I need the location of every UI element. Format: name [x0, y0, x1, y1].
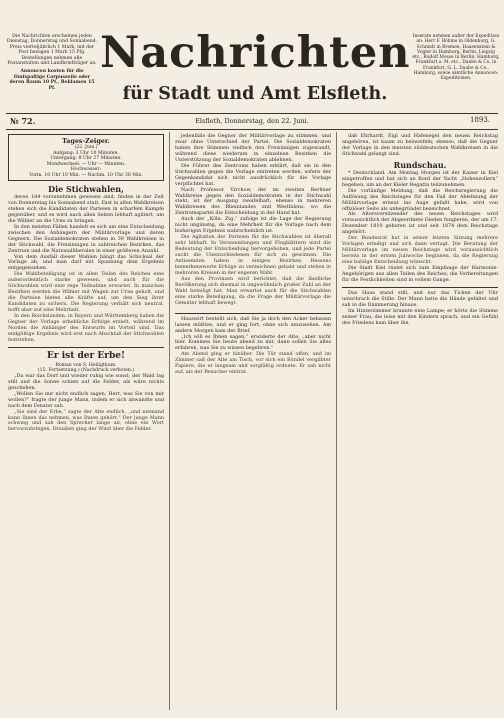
article-paragraph-filler: Die Wahlbeteiligung ist in allen Teilen des Reiches eine außerordentlich starke gewesen, und auch für die Stichwahlen wird eine rege Teilnahme erwartet. In manchen Bezirken werden die Wähler mit Wagen zur Urne geholt, und die Parteien bieten alle Kräfte auf, um den Sieg ihrer Kandidaten zu sichern. Die Regierung verhält sich neutral, hofft aber auf eine Mehrheit. [8, 271, 164, 314]
almanac-line: Hochwasser: [70, 167, 102, 172]
article-paragraph: Die vorläufige Meldung, daß die Reichsregierung die Auflösung des Reichstages für den Fall der Ablehnung der Militärvorlage erneut ins Auge gefaßt habe, wird von offiziöser Seite als unbegründet bezeichnet. [342, 187, 498, 212]
column-1 [8, 134, 164, 433]
article-paragraph: Auch der „Köln. Ztg.“ zufolge ist die Lage der Regierung nicht ungünstig, da eine Mehrheit für die Vorlage nach dem bisherigen Ergebnis wahrscheinlich ist. [175, 216, 331, 235]
section-title-rundschau: Rundschau. [393, 159, 447, 170]
article-paragraph: Die Stadt Kiel rüstet sich zum Empfange der Harmonie-Angehörigen aus allen Teilen des Reiches; die Vorbereitungen für die Festlichkeiten sind in vollem Gange. [342, 265, 498, 283]
feuilleton-paragraph: „Da war das Dorf und wieder ruhig wie sonst; der Wald lag still und die Sonne schien auf die Felder, als wäre nichts geschehen. [8, 372, 164, 391]
dateline [6, 116, 498, 128]
masthead-rule-bottom [6, 129, 498, 130]
subscription-text: Die Nachrichten erscheinen jeden Dienstag, Donnerstag und Sonnabend. Preis vierteljährlich 1 Mark, mit der Post bezogen 1 Mark 15 Pfg. Bestellungen nehmen alle Postanstalten und Landbriefträger an. [6, 34, 98, 67]
feuilleton-divider [175, 313, 331, 314]
column-divider-2 [336, 132, 337, 710]
almanac-line: Untergang: 8 Uhr 27 Minuten. [50, 156, 122, 161]
article-paragraph: daß Ehrhardt, Eigl und Hafenegel den neuen Reichstag angehören, ist kaum zu bezweifeln; ebenso, daß die Gegner der Vorlage in den meisten süddeutschen Wahlkreisen in die Stichwahl gelangt sind. [342, 133, 498, 157]
subscription-info [6, 34, 98, 91]
almanac-title: Tages-Zeiger. [62, 137, 110, 145]
feuilleton-divider [8, 347, 164, 348]
daily-almanac-box [8, 134, 164, 181]
newspaper-title: Nachrichten [100, 28, 411, 78]
article-paragraph: deren 184 vorzunehmen gewesen sind, finden in der Zeit von Donnerstag bis Sonnabend statt. Fast in allen Wahlkreisen stehen sich die Kandidaten der Parteien in scharfem Kampfe gegenüber, und es wird nach allen Seiten lebhaft agitiert, um die Wähler an die Urne zu bringen. [8, 194, 164, 224]
almanac-line: Aufgang: 3 Uhr 10 Minuten. [53, 150, 119, 156]
article-paragraph: Als Altersvorsitzender des neuen Reichstages wird voraussichtlich der Abgeordnete Dieden fungieren, der am 17. Dezember 1810 geboren ist und seit 1874 dem Reichstage angehört. [342, 211, 498, 236]
feuilleton-title: Er ist der Erbe! [47, 350, 125, 361]
article-paragraph-filler: Der Bundesrat hat in seiner letzten Sitzung mehrere Vorlagen erledigt und sich dann vertagt. Die Beratung der Militärvorlage im neuen Reichstage wird voraussichtlich bereits in der ersten Juliwoche beginnen, da die Regierung eine baldige Entscheidung wünscht. [342, 235, 498, 266]
feuilleton-paragraph: Hauswirt bestellt sich, daß Sie ja doch den Acker bebauen lassen müßten, und er ging fort, ohne sich umzusehen. Am andern Morgen kam der Brief. [175, 315, 331, 334]
feuilleton-note: (15. Fortsetzung.) (Nachdruck verboten.) [37, 368, 135, 374]
feuilleton-paragraph: „Ich will es Ihnen sagen,“ erwiderte der Alte, „aber nicht hier. Kommen Sie heute abend zu mir, dann sollen Sie alles erfahren, was Sie zu wissen begehren.“ [175, 333, 331, 352]
feuilleton-paragraph: „Wollen Sie mir nicht endlich sagen, Herr, was Sie von mir wollen?“ fragte der junge Mann, indem er sich abwandte und nach dem Fenster sah. [8, 390, 164, 409]
section-title-stichwahlen: Die Stichwahlen, [48, 184, 124, 194]
article-paragraph: jedenfalls die Gegner der Militärvorlage zu stimmen, und zwar ohne Unterschied der Partei. Die Sozialdemokraten haben ihre Stimmen vielfach den Freisinnigen zugewandt, während diese wiederum in einzelnen Bezirken die Unterstützung der Sozialdemokraten ablehnen. [175, 133, 331, 163]
issue-number: № 72. [10, 116, 36, 126]
article-paragraph-filler: Aus den Provinzen wird berichtet, daß die ländliche Bevölkerung sich diesmal in ungewöhnlich großer Zahl an der Wahl beteiligt hat. Man erwartet auch für die Stichwahlen eine starke Beteiligung, da die Frage der Militärvorlage die Gemüter lebhaft bewegt. [175, 275, 331, 306]
article-paragraph: Von dem Ausfall dieser Wahlen hängt das Schicksal der Vorlage ab, und man darf mit Spannung dem Ergebnis entgegensehen. [8, 253, 164, 272]
almanac-line: (22. Juni.) [74, 145, 98, 150]
feuilleton-paragraph-filler: „Sie sind der Erbe,“ sagte der Alte endlich, „und niemand kann Ihnen das nehmen, was Ihnen gehört.“ Der junge Mann schwieg und sah den Sprecher lange an, ohne ein Wort hervorzubringen. Draußen ging der Wind über die Felder. [8, 408, 164, 433]
article-paragraph: In den meisten Fällen handelt es sich um eine Entscheidung zwischen den Anhängern der Militärvorlage und deren Gegnern. Die Sozialdemokraten stehen in 39 Wahlkreisen in der Stichwahl, die Freisinnigen in zahlreichen Bezirken, das Zentrum und die Nationalliberalen in einer größeren Anzahl. [8, 223, 164, 254]
feuilleton-divider [342, 287, 498, 288]
place-date: Elsfleth, Donnerstag, den 22. Juni. [195, 117, 309, 125]
newspaper-subtitle: für Stadt und Amt Elsfleth. [122, 84, 388, 104]
article-paragraph-filler: Die Agitation der Parteien für die Stichwahlen ist überall sehr lebhaft. In Versammlungen und Flugblättern wird die Bedeutung der Entscheidung hervorgehoben, und jede Partei sucht die Unentschiedenen für sich zu gewinnen. Die Antisemiten haben in einigen Bezirken Hessens bemerkenswerte Erfolge zu verzeichnen gehabt und stehen in mehreren Kreisen in der engeren Wahl. [175, 234, 331, 276]
advertising-agents: Inserate nehmen außer der Expedition an: Herr F. Böhme in Oldenburg, G. Schmidt in Bremen, Haasenstein & Vogler in Hamburg, Berlin, Leipzig etc., Rudolf Mosse in Berlin, Hamburg, Frankfurt a. M. etc., Daube & Co. in Frankfurt, G. L. Daube & Co., Hamburg, sowie sämtliche Annoncen-Expeditionen. [412, 34, 500, 82]
advertising-rates: Annoncen kosten für die fünfspaltige Corpuszeile oder deren Raum 10 Pf., Reklamen 15 Pf. [9, 69, 95, 91]
column-2 [175, 134, 331, 376]
column-3 [342, 134, 498, 327]
article-paragraph-filler: In den Reichslanden, in Bayern und Württemberg haben die Gegner der Vorlage erhebliche Erfolge erzielt, während im Norden die Anhänger des Entwurfs im Vorteil sind. Das endgültige Ergebnis wird erst nach Abschluß der Stichwahlen feststehen. [8, 313, 164, 343]
article-paragraph: Nach Professor Virchow, der im zweiten Berliner Wahlkreise gegen den Sozialdemokraten in der Stichwahl steht, ist der Ausgang zweifelhaft; ebenso in mehreren Wahlkreisen des Rheinlandes und Westfalens, wo die Zentrumspartei die Entscheidung in der Hand hat. [175, 186, 331, 217]
feuilleton-paragraph: Das Haus stand still, und nur das Ticken der Uhr unterbrach die Stille. Der Mann hatte die Hände gefaltet und sah in die Dämmerung hinaus. [342, 289, 498, 308]
almanac-line: Vorm. 10 Uhr 10 Min. — Nachm. 10 Uhr 38 Min. [29, 172, 143, 178]
masthead-rule-top [6, 113, 498, 114]
feuilleton-paragraph-filler: Am Abend ging er hinüber. Die Tür stand offen, und im Zimmer saß der Alte am Tisch, vor sich ein Bündel vergilbter Papiere, die er langsam und sorgfältig ordnete. Er sah nicht auf, als der Besucher eintrat. [175, 351, 331, 376]
article-paragraph: Die Führer des Zentrums haben erklärt, daß sie in den Stichwahlen gegen die Vorlage eintreten werden, sofern der Gegenkandidat sich nicht ausdrücklich für die Vorlage verpflichtet hat. [175, 162, 331, 187]
feuilleton-author: Roman von S. Heiligthum. [55, 362, 117, 368]
column-divider-1 [169, 132, 170, 710]
year: 1893. [469, 116, 490, 124]
almanac-line: Mondwechsel: — Uhr — Minuten. [46, 161, 126, 167]
article-paragraph: * Deutschland. Am Montag Morgen ist der Kaiser in Kiel eingetroffen und hat sich an Bord der Yacht „Hohenzollern“ begeben, um an der Kieler Regatta teilzunehmen. [342, 169, 498, 188]
feuilleton-paragraph: Im Hinterzimmer brannte eine Lampe; er hörte die Stimme seiner Frau, die leise mit den Kindern sprach, und ein Gefühl des Friedens kam über ihn. [342, 307, 498, 326]
